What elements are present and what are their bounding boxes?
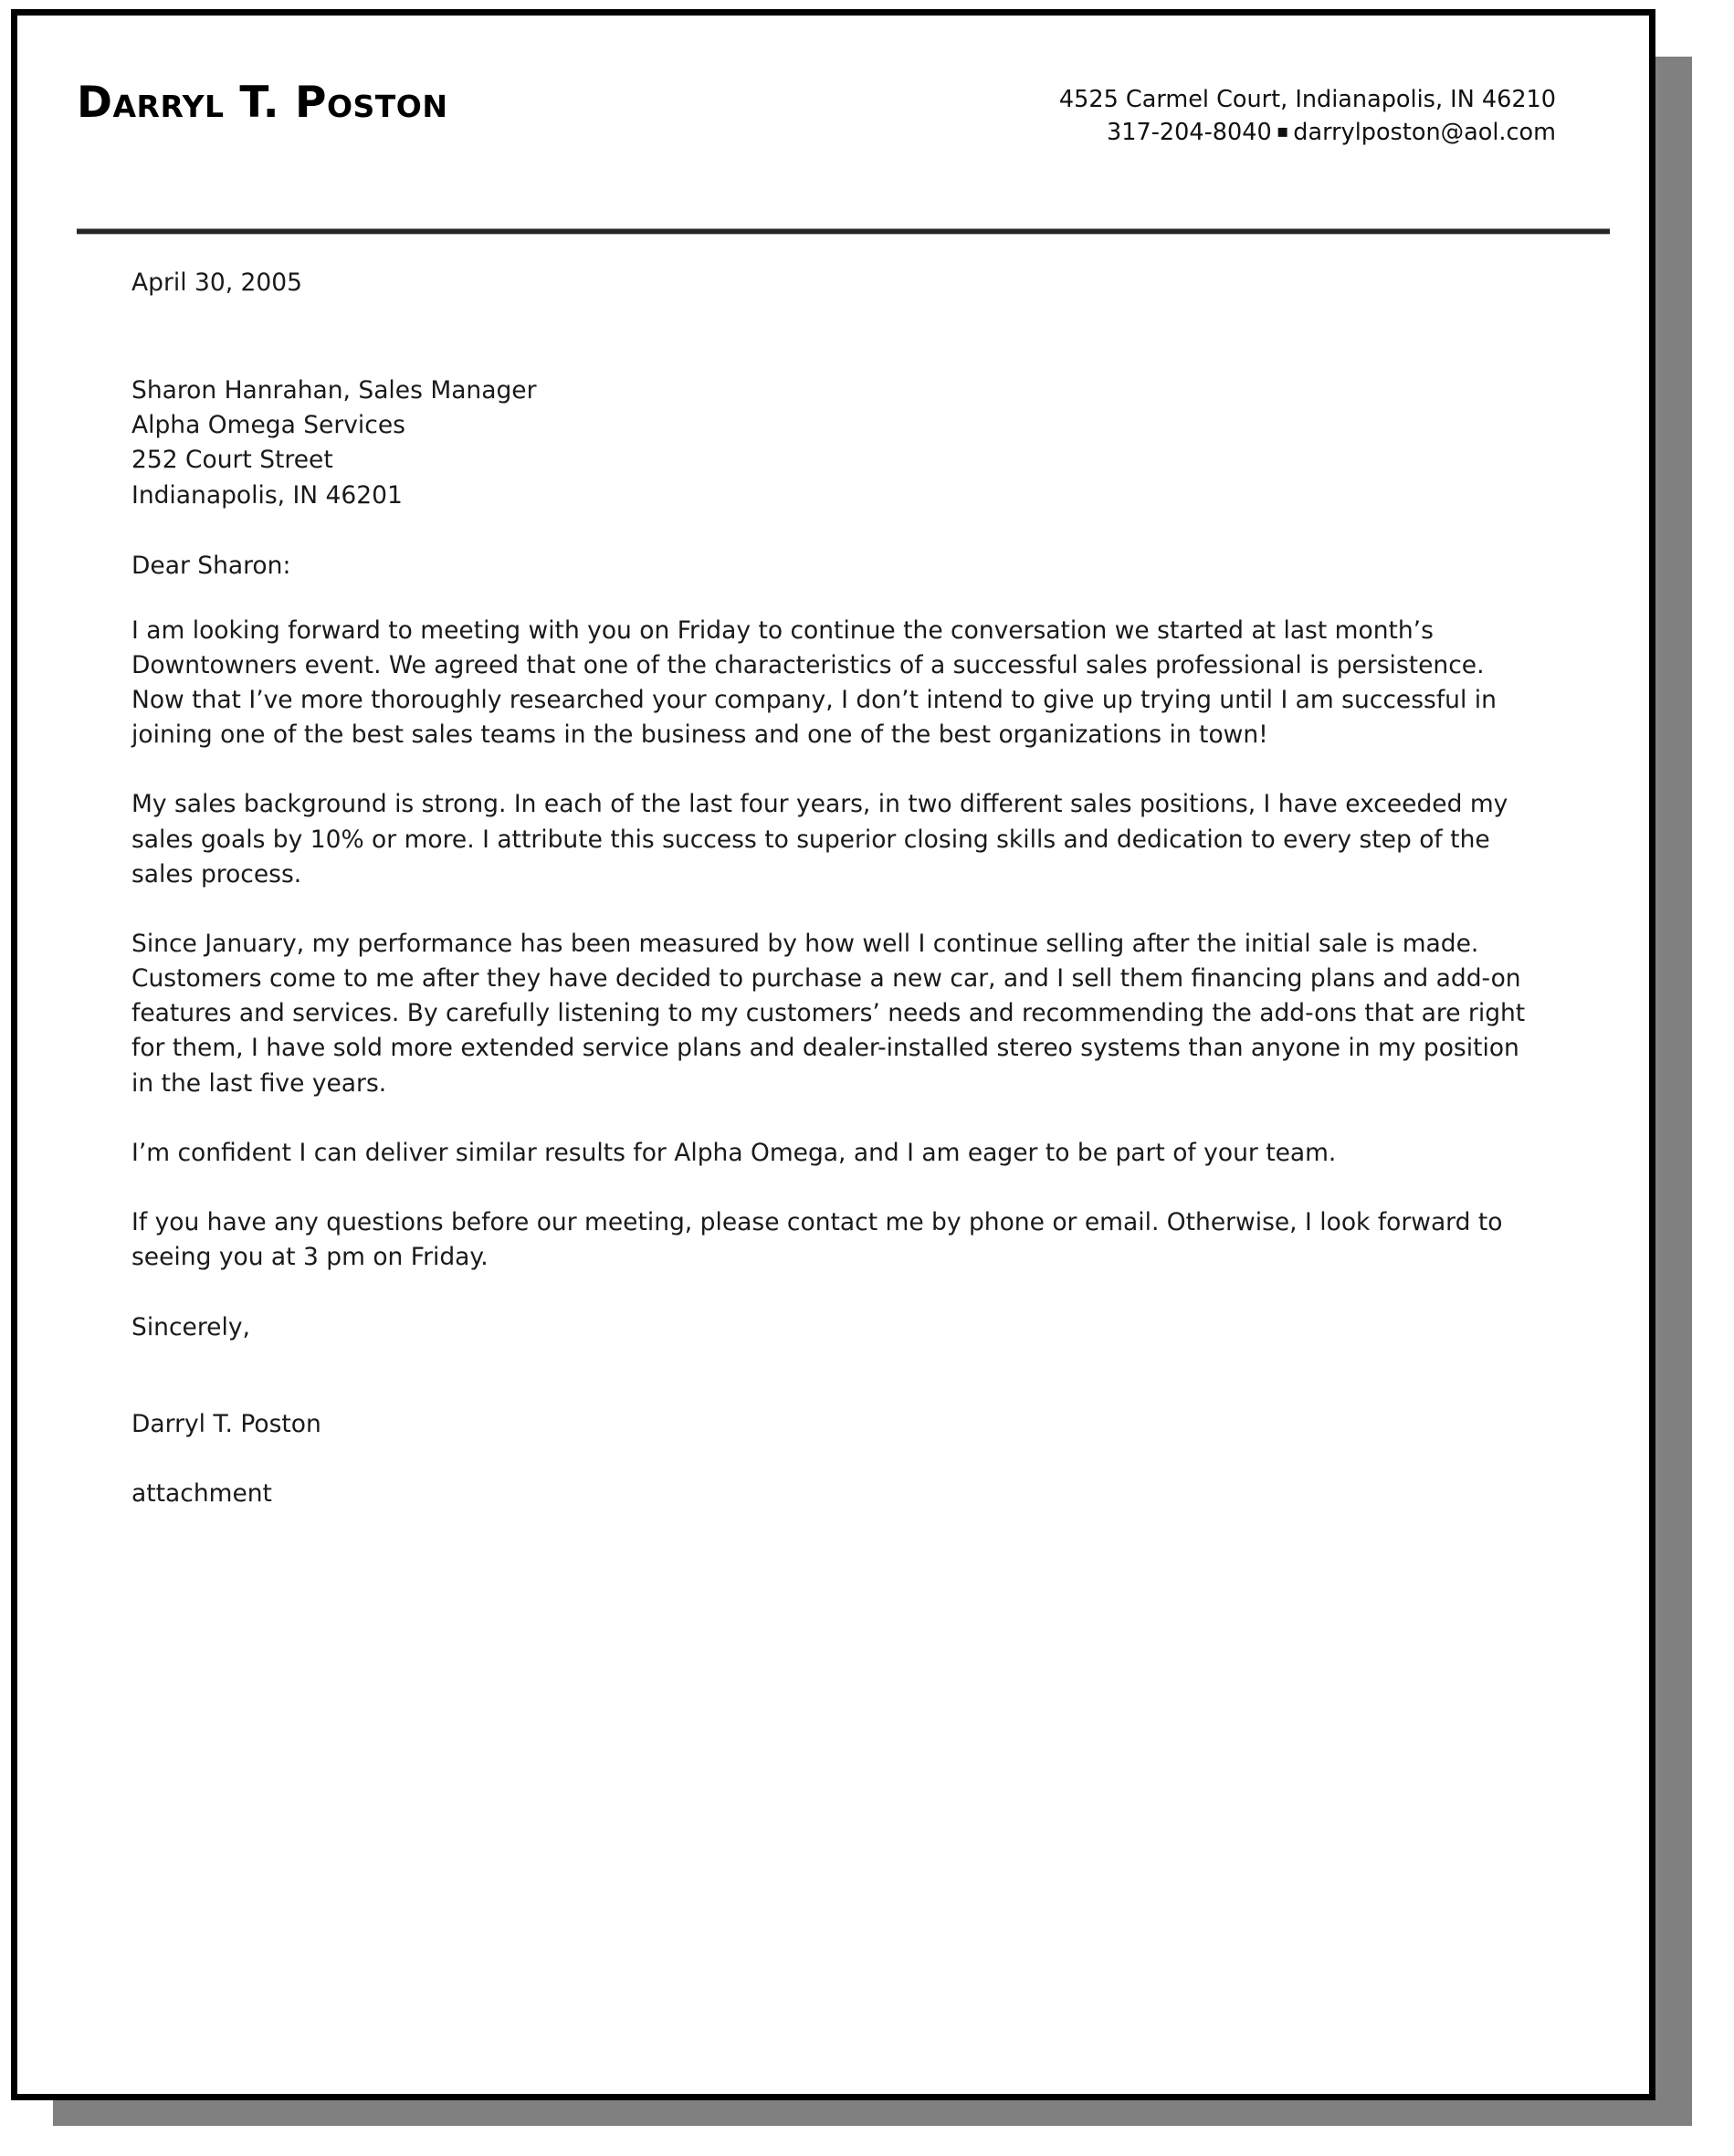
letter-paragraph-4: I’m confident I can deliver similar results for Alpha Omega, and I am eager to be part of your team. (131, 1138, 1337, 1167)
recipient-city-state-zip: Indianapolis, IN 46201 (131, 480, 403, 510)
bullet-separator-icon: ▪ (1276, 120, 1289, 142)
letter-paragraph-3: Since January, my performance has been measured by how well I continue selling after the initial sale is made. Customers come to me after they have decided to purchase a new car, and I sell them financing plans and add-on features and services. By carefully listening to my customers’ needs and recommending the add-ons that are right for them, I have sold more extended service plans and dealer-installed stereo systems than anyone in my position in the last five years. (131, 929, 1526, 1098)
letter-closing: Sincerely, (131, 1313, 250, 1342)
letterhead (77, 72, 1603, 182)
recipient-street: 252 Court Street (131, 446, 333, 475)
letter-paragraph-2: My sales background is strong. In each of the last four years, in two different sales positions, I have exceeded my sales goals by 10% or more. I attribute this success to superior closing skills and dedication to every step of the sales process. (131, 790, 1508, 889)
letter-page (11, 9, 1655, 2100)
recipient-address-block (131, 373, 1565, 513)
enclosure-notation: attachment (131, 1479, 272, 1509)
sender-address-line: 4525 Carmel Court, Indianapolis, IN 46210 (1058, 86, 1556, 113)
page-inner-canvas (17, 16, 1649, 2094)
sender-email: darrylposton@aol.com (1293, 119, 1556, 147)
sender-contact-block (1059, 83, 1556, 149)
sender-phone-email-line (1059, 116, 1556, 149)
letter-salutation: Dear Sharon: (131, 551, 291, 580)
letterhead-divider-rule (77, 228, 1610, 235)
letter-date: April 30, 2005 (131, 268, 303, 297)
letter-body (131, 269, 1565, 1507)
letter-paragraph-5: If you have any questions before our meeting, please contact me by phone or email. Otherwise, I look forward to seeing you at 3 pm on Friday. (131, 1207, 1503, 1272)
sender-phone: 317-204-8040 (1107, 119, 1272, 147)
sender-name-heading: Darryl T. Poston (77, 78, 448, 128)
recipient-company: Alpha Omega Services (131, 411, 405, 440)
letter-paragraph-1: I am looking forward to meeting with you on Friday to continue the conversation we started at last month’s Downtowners event. We agreed that one of the characteristics of a successful sales professional is persistence. Now that I’ve more thoroughly researched your company, I don’t intend to give up trying until I am successful in joining one of the best sales teams in the business and one of the best organizations in town! (131, 615, 1497, 750)
signature-printed-name: Darryl T. Poston (131, 1410, 321, 1439)
signature-space (131, 1341, 1565, 1412)
recipient-name-title: Sharon Hanrahan, Sales Manager (131, 376, 537, 405)
